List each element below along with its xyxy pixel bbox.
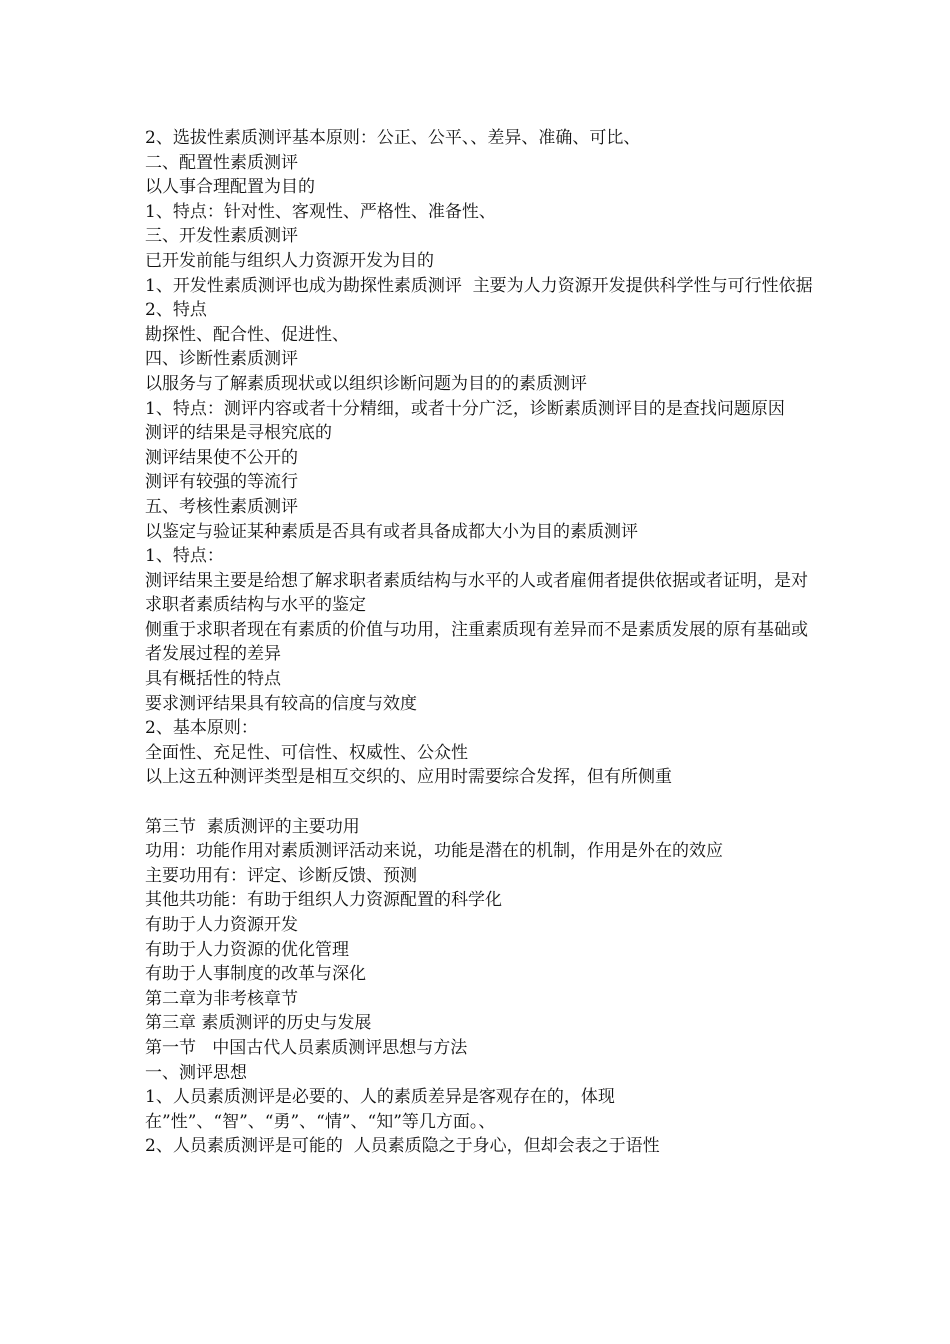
text-line: 测评结果使不公开的 [145, 447, 298, 468]
text-line: 侧重于求职者现在有素质的价值与功用，注重素质现有差异而不是素质发展的原有基础或者发展过程的差异 [145, 619, 808, 665]
text-line: 勘探性、配合性、促进性、 [145, 324, 349, 345]
text-line: 1、特点：针对性、客观性、严格性、准备性、 [145, 201, 496, 222]
section-heading: 第一节 中国古代人员素质测评思想与方法 [145, 1037, 468, 1058]
section-heading: 四、诊断性素质测评 [145, 349, 298, 370]
text-line: 1、特点：测评内容或者十分精细，或者十分广泛，诊断素质测评目的是查找问题原因 [145, 398, 785, 419]
text-line: 要求测评结果具有较高的信度与效度 [145, 693, 417, 714]
text-line: 2、选拔性素质测评基本原则：公正、公平、、差异、准确、可比、 [145, 128, 641, 148]
text-line: 以人事合理配置为目的 [145, 177, 315, 198]
text-line: 有助于人力资源开发 [145, 915, 298, 935]
section-heading: 第三节 素质测评的主要功用 [145, 816, 360, 837]
text-line: 1、人员素质测评是必要的、人的素质差异是客观存在的，体现在”性”、“智”、“勇”、“情”、“知”等几方面。、 [145, 1087, 615, 1132]
text-line: 全面性、充足性、可信性、权威性、公众性 [145, 742, 468, 763]
text-line: 2、基本原则： [145, 718, 258, 739]
section-heading: 五、考核性素质测评 [145, 496, 298, 517]
chapter-heading: 第三章 素质测评的历史与发展 [145, 1013, 372, 1034]
text-line: 其他共功能：有助于组织人力资源配置的科学化 [145, 890, 502, 911]
text-line: 2、特点 [145, 300, 207, 321]
text-line: 测评结果主要是给想了解求职者素质结构与水平的人或者雇佣者提供依据或者证明，是对求职者素质结构与水平的鉴定 [145, 570, 808, 616]
text-line: 已开发前能与组织人力资源开发为目的 [145, 250, 434, 271]
text-line: 主要功用有：评定、诊断反馈、预测 [145, 865, 417, 886]
text-line: 2、人员素质测评是可能的 人员素质隐之于身心，但却会表之于语性 [145, 1136, 660, 1157]
text-line: 1、特点： [145, 546, 224, 567]
text-line: 有助于人力资源的优化管理 [145, 939, 349, 960]
text-line: 1、开发性素质测评也成为勘探性素质测评 主要为人力资源开发提供科学性与可行性依据 [145, 275, 813, 296]
text-line: 以鉴定与验证某种素质是否具有或者具备成都大小为目的素质测评 [145, 521, 638, 542]
text-line: 功用：功能作用对素质测评活动来说，功能是潜在的机制，作用是外在的效应 [145, 841, 723, 862]
document-body [145, 126, 815, 1159]
text-line: 测评的结果是寻根究底的 [145, 423, 332, 444]
section-heading: 一、测评思想 [145, 1062, 247, 1083]
text-line: 第二章为非考核章节 [145, 988, 298, 1009]
text-line: 以服务与了解素质现状或以组织诊断问题为目的的素质测评 [145, 373, 587, 394]
text-line: 有助于人事制度的改革与深化 [145, 964, 366, 985]
text-line: 测评有较强的等流行 [145, 472, 298, 493]
text-line: 具有概括性的特点 [145, 669, 281, 690]
section-heading: 二、配置性素质测评 [145, 152, 298, 173]
blank-line [145, 790, 815, 815]
section-heading: 三、开发性素质测评 [145, 226, 298, 247]
text-line: 以上这五种测评类型是相互交织的、应用时需要综合发挥，但有所侧重 [145, 767, 672, 788]
